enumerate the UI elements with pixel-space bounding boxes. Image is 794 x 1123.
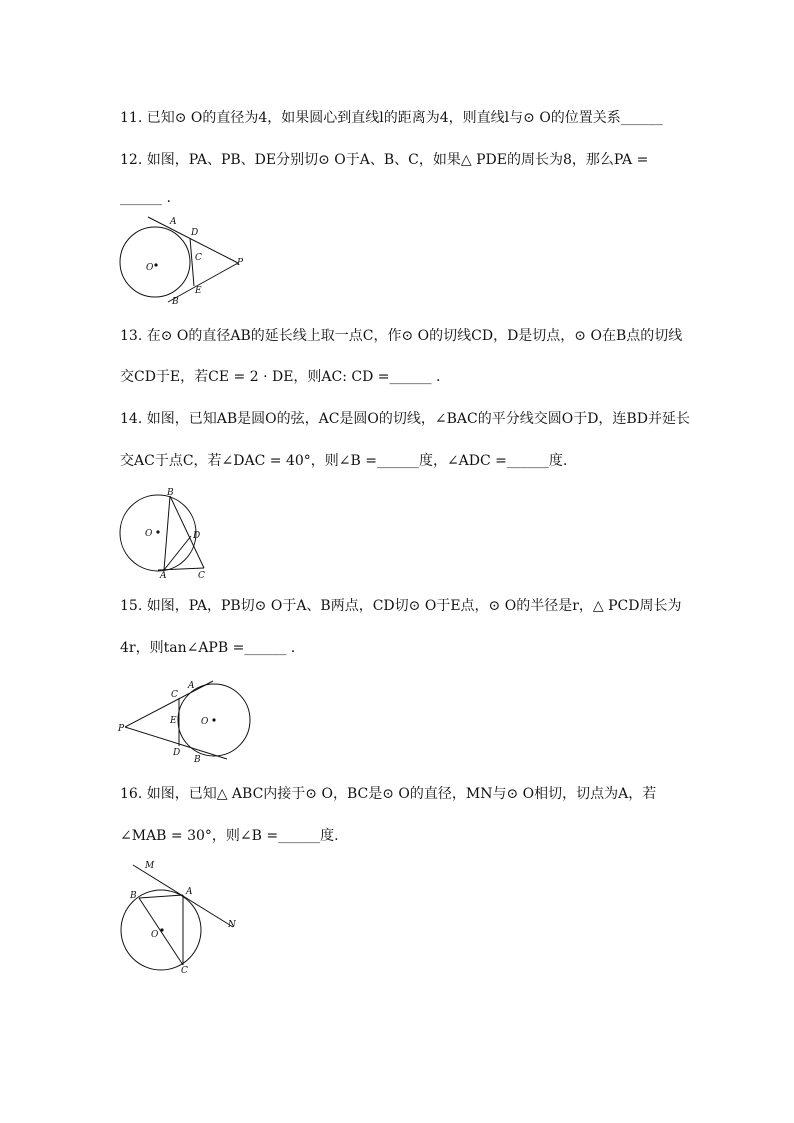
q12-label-A: A bbox=[170, 217, 177, 227]
q14-label-B: B bbox=[167, 488, 174, 498]
q14-text-line1: 14. 如图，已知AB是圆O的弦，AC是圆O的切线，∠BAC的平分线交圆O于D，连BD并延长 bbox=[120, 411, 690, 427]
q12-text-line1: 12. 如图，PA、PB、DE分别切⊙ O于A、B、C，如果△ PDE的周长为8，那么PA = bbox=[120, 152, 649, 168]
q11-text: 11. 已知⊙ O的直径为4，如果圆心到直线l的距离为4，则直线l与⊙ O的位置关系______ bbox=[120, 110, 663, 126]
q14-figure bbox=[112, 486, 222, 580]
q12-label-D: D bbox=[191, 228, 199, 238]
q15-label-P: P bbox=[118, 724, 125, 734]
q12-tangent-PA bbox=[148, 217, 238, 263]
q12-label-P: P bbox=[237, 258, 244, 268]
q12-label-B: B bbox=[172, 297, 179, 307]
q16-label-C: C bbox=[181, 966, 188, 975]
q12-label-E: E bbox=[195, 286, 202, 296]
q12-label-C: C bbox=[195, 253, 202, 263]
q16-diameter-BC bbox=[139, 898, 183, 965]
q14-chord-AB bbox=[164, 496, 170, 570]
q16-label-N: N bbox=[228, 920, 236, 930]
q15-label-O: O bbox=[201, 717, 209, 727]
q15-label-B: B bbox=[194, 755, 201, 765]
q14-text-line2: 交AC于点C，若∠DAC = 40°，则∠B =______度，∠ADC =______度. bbox=[120, 453, 568, 469]
q12-text-line2: ______ . bbox=[120, 190, 171, 206]
q15-label-A: A bbox=[188, 681, 195, 691]
q16-label-A: A bbox=[186, 887, 193, 897]
q13-text-line2: 交CD于E，若CE = 2 · DE，则AC: CD =______ . bbox=[120, 369, 441, 385]
q14-label-O: O bbox=[145, 529, 153, 539]
q14-center-dot bbox=[156, 530, 159, 533]
q14-label-D: D bbox=[193, 531, 201, 541]
q16-label-B: B bbox=[130, 891, 137, 901]
q14-bisector-AD bbox=[164, 536, 191, 570]
q15-label-C: C bbox=[171, 690, 178, 700]
q16-label-O: O bbox=[151, 930, 159, 940]
q15-text-line2: 4r，则tan∠APB =______ . bbox=[120, 640, 296, 656]
q15-label-E: E bbox=[170, 716, 177, 726]
q15-label-D: D bbox=[173, 748, 181, 758]
q16-chord-AB bbox=[139, 895, 183, 898]
q12-center-dot bbox=[154, 263, 157, 266]
q14-label-A: A bbox=[160, 571, 167, 580]
q13-text-line1: 13. 在⊙ O的直径AB的延长线上取一点C，作⊙ O的切线CD，D是切点，⊙ O在B点的切线 bbox=[120, 328, 683, 344]
q16-figure bbox=[115, 855, 245, 975]
q15-tangent-PA bbox=[125, 681, 213, 727]
q16-text-line2: ∠MAB = 30°，则∠B =______度. bbox=[120, 828, 339, 844]
q16-text-line1: 16. 如图，已知△ ABC内接于⊙ O，BC是⊙ O的直径，MN与⊙ O相切，切点为A，若 bbox=[120, 786, 657, 802]
q12-circle bbox=[120, 227, 190, 297]
q12-figure bbox=[110, 212, 260, 312]
q14-label-C: C bbox=[198, 571, 205, 580]
q12-label-O: O bbox=[146, 263, 154, 273]
q16-label-M: M bbox=[145, 861, 155, 871]
q15-text-line1: 15. 如图，PA，PB切⊙ O于A、B两点，CD切⊙ O于E点，⊙ O的半径是r，△ PCD周长为 bbox=[120, 598, 682, 614]
q12-tangent-DE bbox=[190, 238, 194, 286]
q15-center-dot bbox=[212, 718, 215, 721]
q15-figure bbox=[115, 673, 260, 768]
